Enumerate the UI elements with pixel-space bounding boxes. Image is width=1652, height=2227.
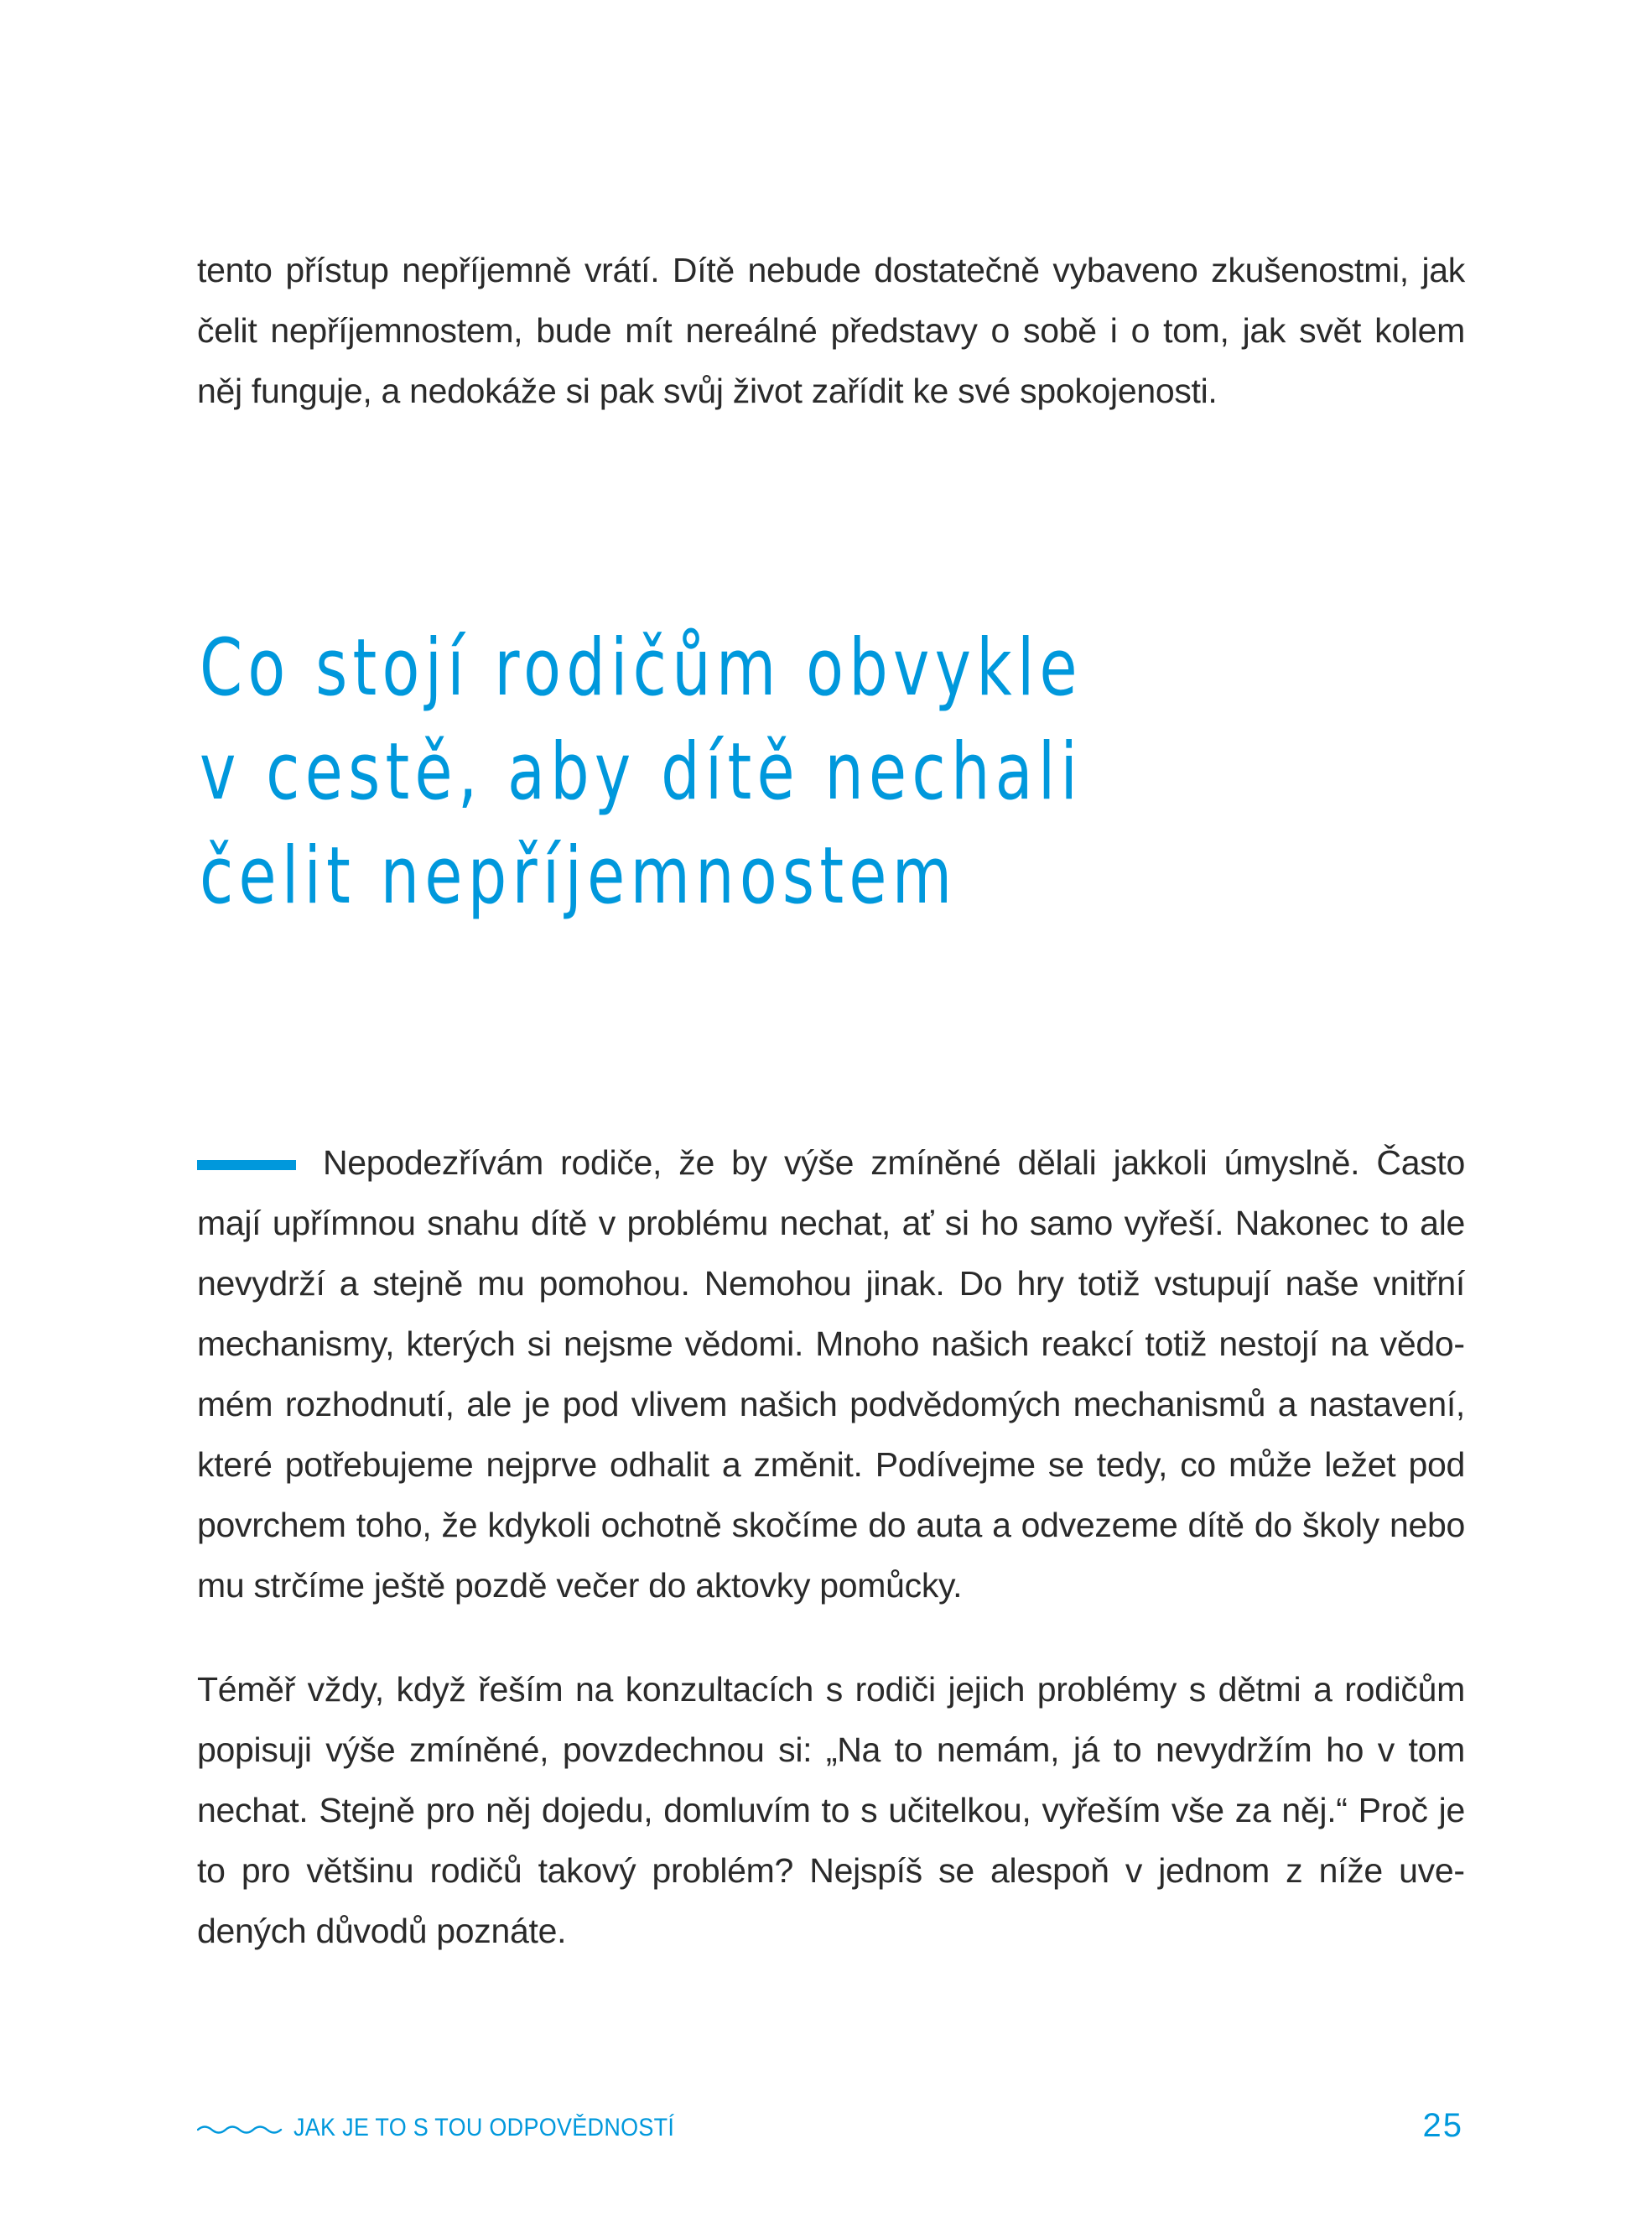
section-heading: Co stojí rodičům obvykle v cestě, aby dítě nechali čelit nepříjemnostem — [200, 622, 1083, 922]
body-paragraph-intro: Nepodezřívám rodiče, že by výše zmíněné dělali jakkoli úmyslně. Často mají upřímnou snahu dítě v problému nechat, ať si ho samo vyřeší. Nakonec to ale nevydrží a stejně mu pomohou. Nemohou jinak. Do hry totiž vstupují naše vnitřní mechanismy, kterých si nejsme vědomi. Mnoho našich reakcí totiž nestojí na vědomém rozhodnutí, ale je pod vlivem našich podvědomých mechanismů a nastavení, které potřebujeme nejprve odhalit a změnit. Podívejme se tedy, co může ležet pod povrchem toho, že kdykoli ochotně skočíme do auta a odvezeme dítě do školy nebo mu strčíme ještě pozdě večer do aktovky pomůcky. — [197, 1143, 1465, 1605]
page-number: 25 — [1422, 2107, 1463, 2144]
body-paragraph: Téměř vždy, když řeším na konzultacích s rodiči jejich problémy s dětmi a rodičům popisuji výše zmíněné, povzdechnou si: „Na to nemám, já to nevydržím ho v tom nechat. Stejně pro něj dojedu, domluvím to s učitelkou, vyřeším vše za něj.“ Proč je to pro většinu rodičů takový problém? Nejspíš se alespoň v jednom z níže uvedených důvodů poznáte. — [197, 1670, 1465, 1950]
wave-icon — [197, 2122, 286, 2136]
running-footer-chapter-title: JAK JE TO S TOU ODPOVĚDNOSTÍ — [294, 2114, 675, 2141]
body-paragraph-continuation: tento přístup nepříjemně vrátí. Dítě nebude dostatečně vybaveno zkušenostmi, jak čelit nepříjemnostem, bude mít nereálné představy o sobě i o tom, jak svět kolem něj funguje, a nedokáže si pak svůj život zařídit ke své spokojenosti. — [197, 251, 1465, 410]
